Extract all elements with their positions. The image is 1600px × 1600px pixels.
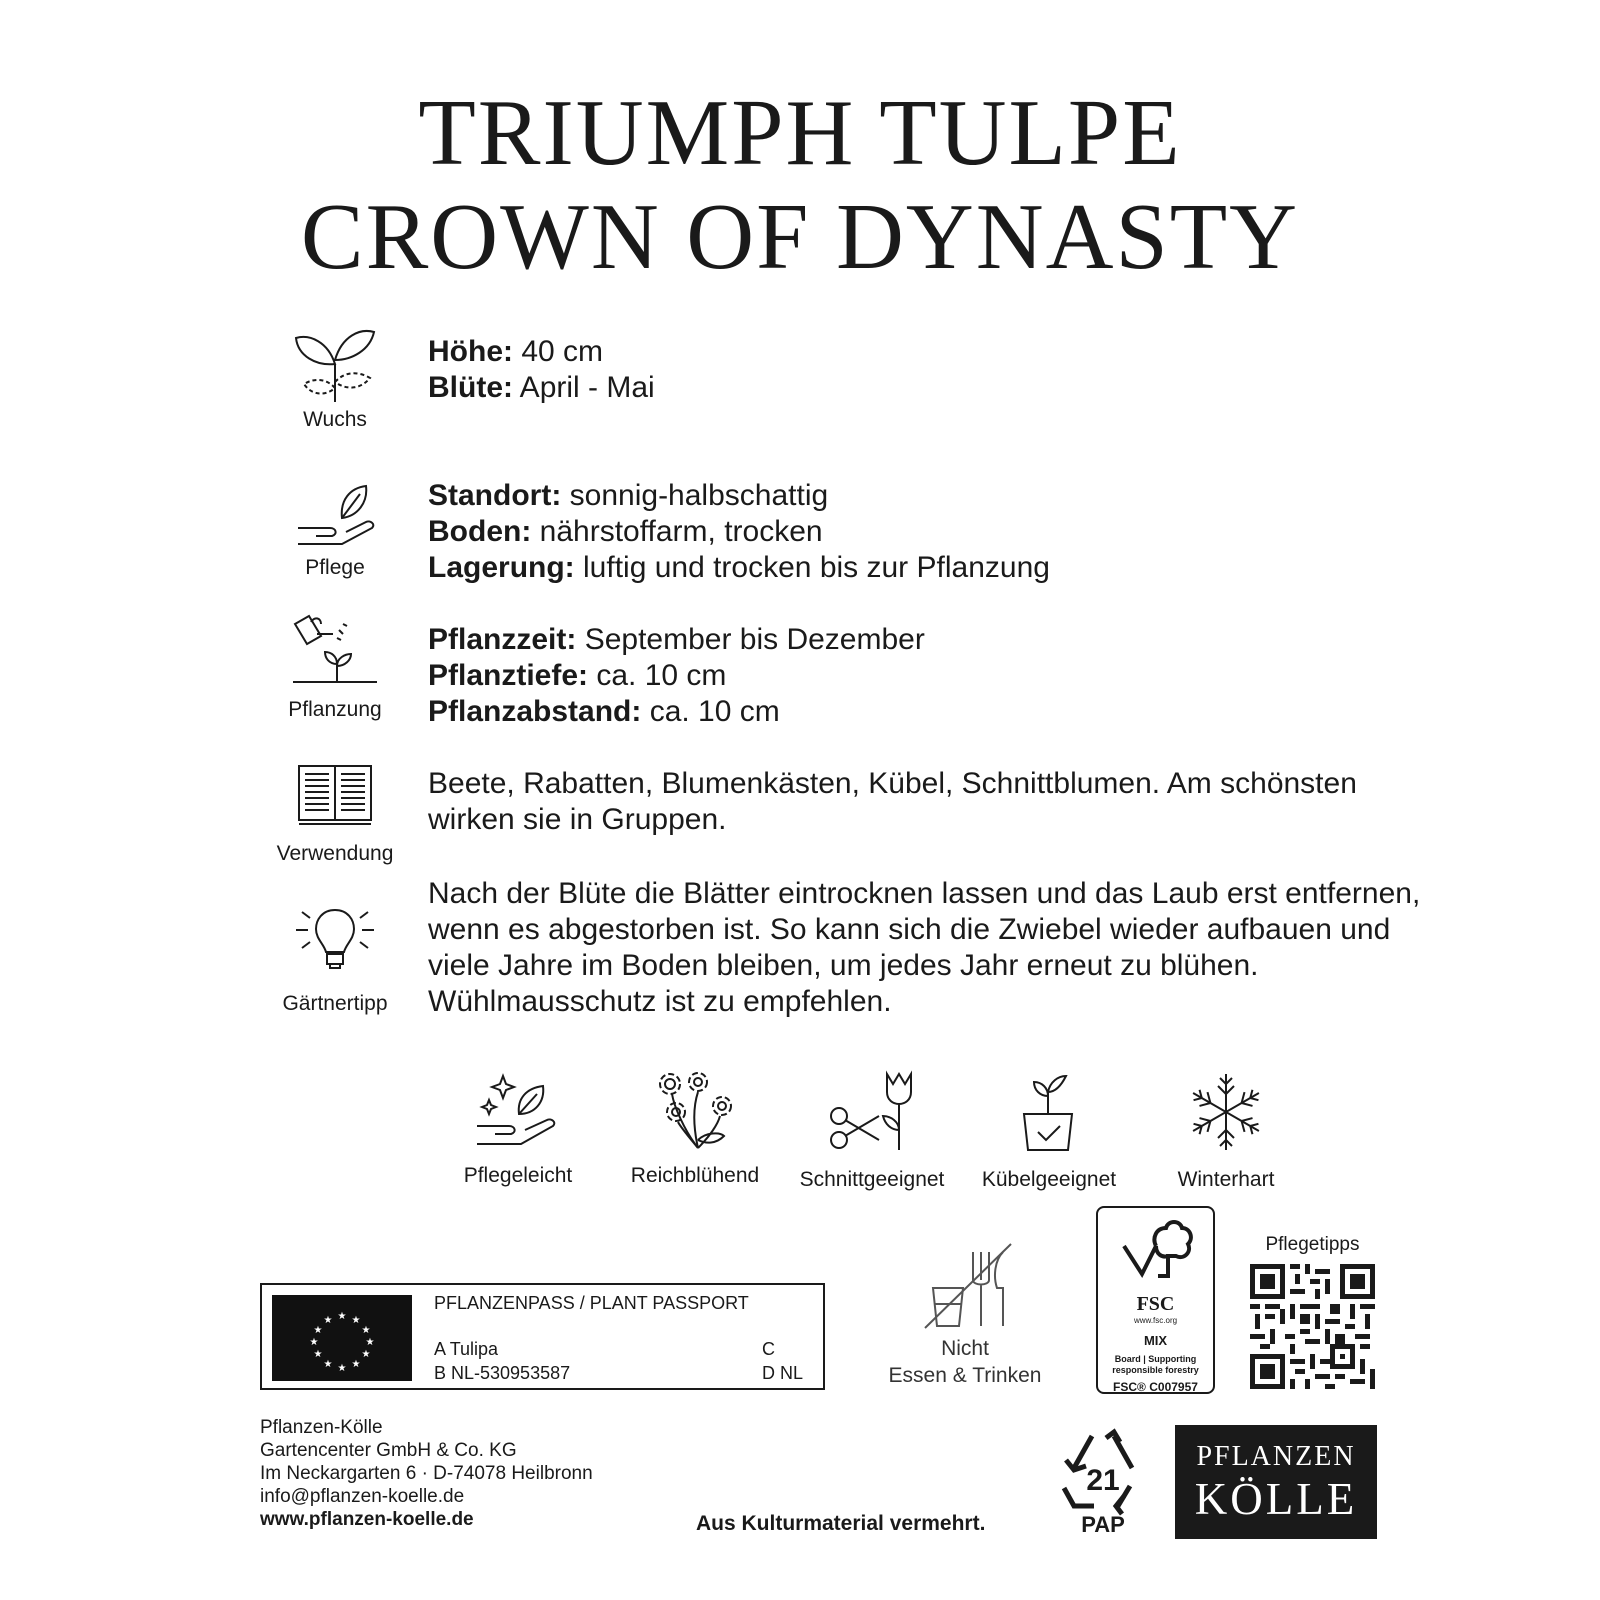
feature-label: Pflegeleicht	[463, 1164, 573, 1187]
address-line: Im Neckargarten 6 · D-74078 Heilbronn	[260, 1463, 593, 1484]
feature-kuebelgeeignet	[964, 1070, 1134, 1192]
value: 40 cm	[513, 335, 604, 368]
svg-text:★: ★	[337, 1311, 347, 1322]
feature-label: Kübelgeeignet	[981, 1168, 1117, 1191]
svg-text:★: ★	[309, 1337, 319, 1348]
feature-reichbluehend	[610, 1070, 780, 1188]
product-title-line2: CROWN OF DYNASTY	[300, 185, 1300, 289]
recycle-icon	[1058, 1426, 1148, 1538]
fsc-desc-line2: responsible forestry	[1112, 1365, 1199, 1375]
qr-label: Pflegetipps	[1265, 1234, 1360, 1255]
section-wuchs-icon-block	[270, 320, 400, 432]
plant-passport	[260, 1283, 825, 1390]
sprout-icon	[290, 320, 380, 404]
section-caption: Pflanzung	[288, 698, 382, 721]
svg-text:★: ★	[313, 1349, 323, 1360]
label: Blüte:	[428, 371, 513, 404]
section-verwendung-text: Beete, Rabatten, Blumenkästen, Kübel, Schnittblumen. Am schönsten wirken sie in Gruppen.	[428, 767, 1357, 836]
passport-field-c: C	[762, 1339, 775, 1359]
passport-field-a: A Tulipa	[434, 1339, 499, 1359]
fsc-label	[1096, 1206, 1215, 1394]
feature-winterhart	[1141, 1070, 1311, 1192]
label: Höhe:	[428, 335, 513, 368]
value: September bis Dezember	[576, 623, 925, 656]
section-pflege-text	[428, 478, 1438, 586]
book-icon	[295, 760, 375, 826]
feature-pflegeleicht	[433, 1070, 603, 1188]
value: sonnig-halbschattig	[561, 479, 829, 512]
value: nährstoffarm, trocken	[531, 515, 823, 548]
hand-leaf-icon	[290, 482, 380, 552]
svg-text:★: ★	[313, 1325, 323, 1336]
logo-line2: KÖLLE	[1194, 1474, 1358, 1524]
label: Pflanzzeit:	[428, 623, 577, 656]
svg-text:★: ★	[361, 1325, 371, 1336]
feature-label: Reichblühend	[630, 1164, 760, 1187]
potted-plant-icon	[1004, 1070, 1094, 1154]
company-address	[260, 1416, 593, 1531]
svg-text:★: ★	[351, 1315, 361, 1326]
no-food-icon	[915, 1240, 1015, 1330]
value: ca. 10 cm	[641, 695, 780, 728]
warning-line1: Nicht	[941, 1337, 989, 1360]
section-pflanzung-text	[428, 622, 1438, 730]
passport-field-d: D NL	[762, 1363, 804, 1383]
recycling-symbol	[1058, 1426, 1148, 1543]
svg-text:★: ★	[365, 1337, 375, 1348]
brand-logo	[1175, 1425, 1377, 1539]
value: April - Mai	[513, 371, 655, 404]
svg-text:★: ★	[337, 1363, 347, 1374]
value: ca. 10 cm	[588, 659, 727, 692]
section-pflanzung-icon-block	[270, 612, 400, 722]
section-wuchs-text	[428, 334, 1438, 406]
passport-field-b: B NL-530953587	[434, 1363, 571, 1383]
value: luftig und trocken bis zur Pflanzung	[574, 551, 1050, 584]
fsc-desc-line1: Board | Supporting	[1114, 1354, 1197, 1364]
product-title-line1: TRIUMPH TULPE	[418, 81, 1182, 185]
label: Standort:	[428, 479, 562, 512]
flower-bouquet-icon	[650, 1070, 740, 1150]
feature-label: Winterhart	[1177, 1168, 1275, 1191]
section-pflege-icon-block	[270, 482, 400, 580]
logo-line1: PFLANZEN	[1196, 1441, 1356, 1472]
scissors-tulip-icon	[827, 1070, 917, 1154]
email-link[interactable]: info@pflanzen-koelle.de	[260, 1486, 465, 1507]
fsc-tree-logo-icon	[1116, 1216, 1196, 1286]
warning-line2: Essen & Trinken	[888, 1364, 1042, 1387]
section-verwendung-icon-block	[270, 760, 400, 866]
svg-text:★: ★	[351, 1359, 361, 1370]
svg-text:★: ★	[361, 1349, 371, 1360]
fsc-name: FSC	[1136, 1293, 1175, 1315]
recycle-number: 21	[1086, 1464, 1120, 1497]
recycle-code: PAP	[1081, 1512, 1125, 1537]
watering-can-icon	[287, 612, 383, 694]
label: Boden:	[428, 515, 532, 548]
website-link[interactable]: www.pflanzen-koelle.de	[260, 1509, 474, 1530]
eu-flag-icon	[272, 1295, 412, 1381]
fsc-code: FSC® C007957	[1113, 1380, 1198, 1394]
snowflake-icon	[1184, 1070, 1268, 1154]
label: Pflanzabstand:	[428, 695, 642, 728]
lightbulb-icon	[292, 902, 378, 972]
label: Lagerung:	[428, 551, 575, 584]
feature-label: Schnittgeeignet	[799, 1168, 945, 1191]
address-line: Gartencenter GmbH & Co. KG	[260, 1440, 517, 1461]
address-line: Pflanzen-Kölle	[260, 1417, 383, 1438]
section-caption: Wuchs	[303, 408, 367, 431]
no-eat-warning	[880, 1240, 1050, 1389]
qr-code[interactable]	[1250, 1264, 1375, 1389]
section-caption: Verwendung	[276, 842, 394, 865]
section-gaertnertipp-icon-block	[270, 902, 400, 1016]
fsc-mix: MIX	[1143, 1333, 1168, 1348]
section-caption: Gärtnertipp	[282, 992, 388, 1015]
passport-title: PFLANZENPASS / PLANT PASSPORT	[434, 1293, 749, 1313]
feature-schnittgeeignet	[787, 1070, 957, 1192]
section-gaertnertipp-text: Nach der Blüte die Blätter eintrocknen lassen und das Laub erst entfernen, wenn es abgestorben ist. So kann sich die Zwiebel wieder aufbauen und viele Jahre im Boden bleiben, um jedes Jahr erneut zu blühen. Wühlmausschutz ist zu empfehlen.	[428, 877, 1421, 1018]
sparkle-hand-leaf-icon	[473, 1070, 563, 1150]
label: Pflanztiefe:	[428, 659, 589, 692]
section-caption: Pflege	[305, 556, 365, 579]
svg-text:★: ★	[323, 1315, 333, 1326]
svg-text:★: ★	[323, 1359, 333, 1370]
culture-note: Aus Kulturmaterial vermehrt.	[696, 1512, 986, 1535]
fsc-url: www.fsc.org	[1133, 1316, 1178, 1325]
